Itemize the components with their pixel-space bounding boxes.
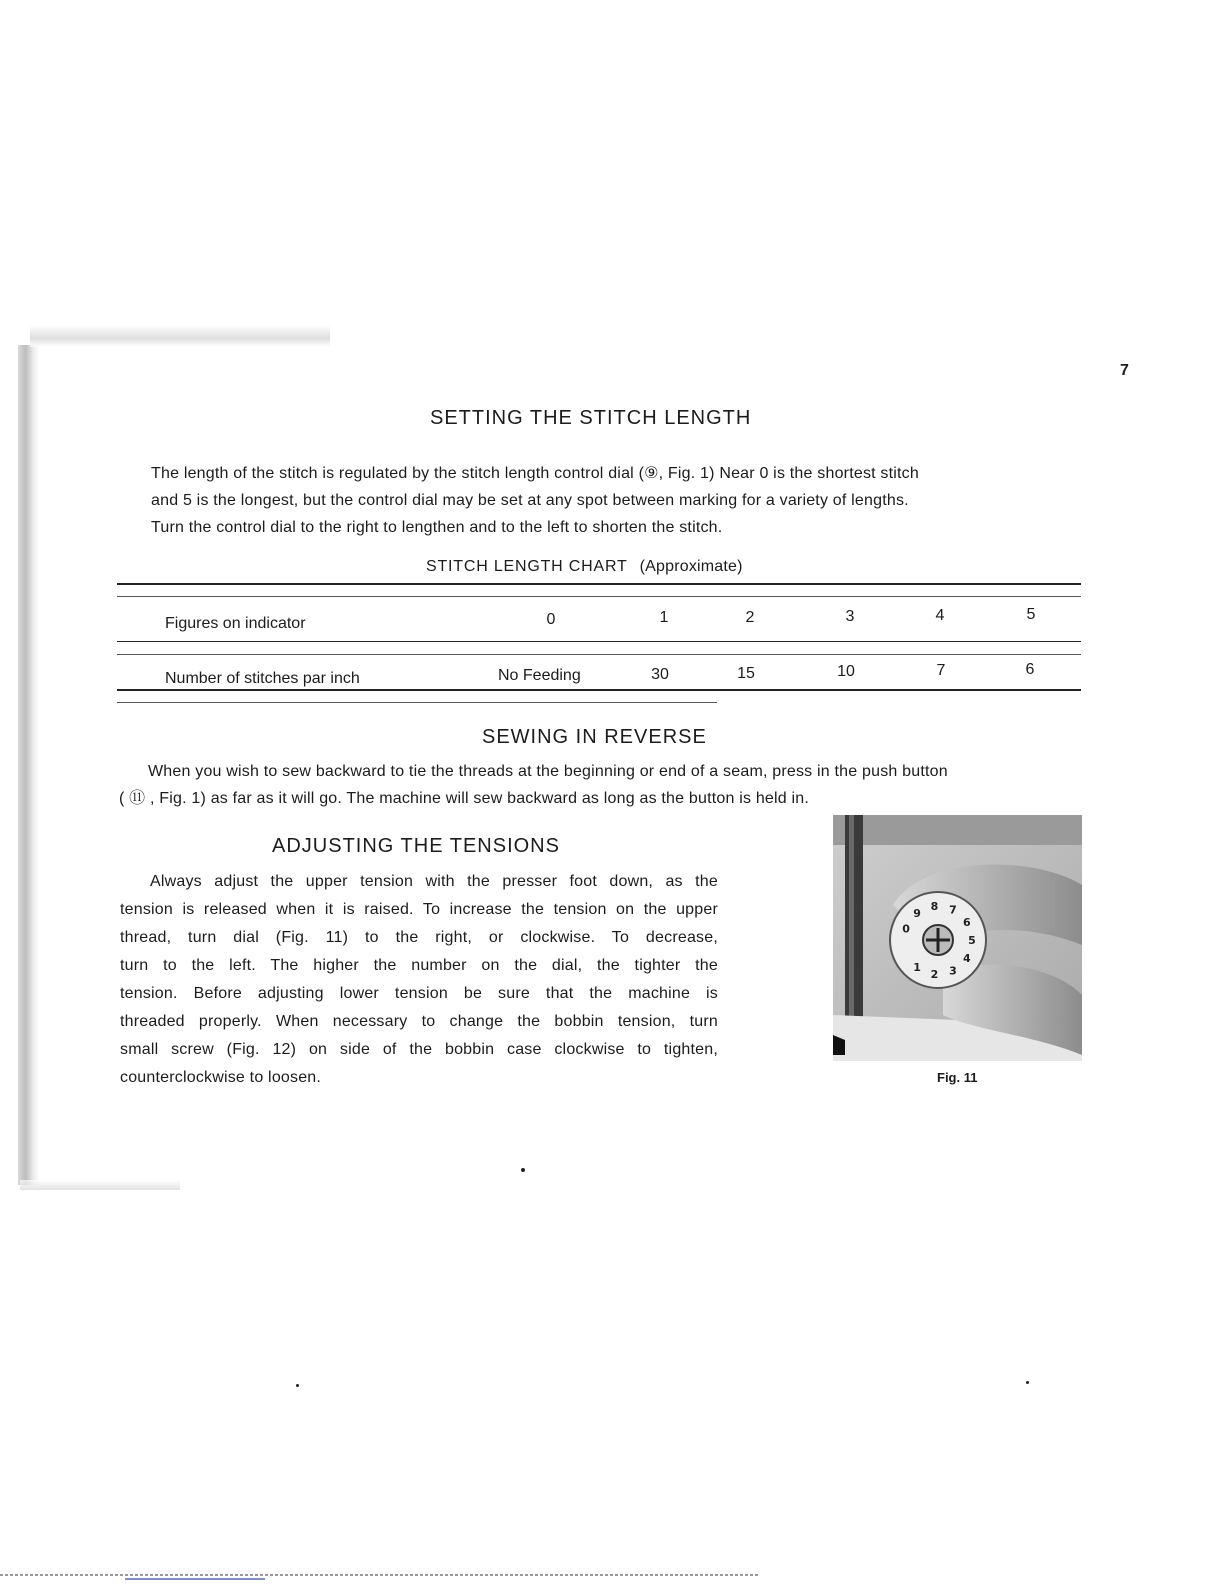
chart-top-rule-thin (117, 596, 1081, 597)
scan-shadow-left (18, 345, 40, 1185)
chart-row2-value: 30 (651, 666, 669, 683)
figure-caption: Fig. 11 (937, 1070, 978, 1085)
chart-row1-value: 2 (745, 609, 755, 626)
chart-top-rule (117, 583, 1081, 585)
dial-number: 8 (930, 900, 939, 914)
dial-number: 9 (913, 907, 921, 921)
dial-number: 6 (962, 916, 971, 929)
tensions-paragraph (120, 868, 718, 1092)
scan-speck (521, 1168, 525, 1172)
paragraph-line: Turn the control dial to the right to lengthen and to the left to shorten the stitch. (151, 519, 723, 536)
tension-dial-illustration (833, 815, 1082, 1061)
chart-row2-value: No Feeding (498, 667, 581, 684)
chart-bottom-rule (117, 689, 1081, 691)
paragraph-line: turn to the left. The higher the number on the dial, the tighter the (120, 957, 718, 974)
chart-mid-rule (117, 641, 1081, 642)
paragraph-line: thread, turn dial (Fig. 11) to the right, or clockwise. To decrease, (120, 929, 718, 946)
stitch-length-paragraph (151, 460, 1076, 541)
paragraph-line: tension. Before adjusting lower tension be sure that the machine is (120, 985, 718, 1002)
chart-title (426, 558, 743, 576)
paragraph-line: The length of the stitch is regulated by the stitch length control dial (⑨, Fig. 1) Near 0 is the shortest stitch (151, 465, 919, 482)
chart-title-text: STITCH LENGTH CHART (426, 558, 628, 575)
chart-row1-value: 5 (1026, 606, 1036, 623)
dial-number: 0 (902, 922, 910, 936)
reverse-paragraph (119, 758, 1084, 812)
paragraph-line: small screw (Fig. 12) on side of the bobbin case clockwise to tighten, (120, 1041, 718, 1058)
chart-row2-label: Number of stitches par inch (165, 670, 360, 687)
dial-number: 2 (930, 967, 939, 981)
dial-number: 3 (949, 964, 957, 978)
scan-footer-rule (0, 1574, 760, 1576)
chart-row2-value: 6 (1025, 661, 1035, 678)
chart-row1-value: 1 (659, 609, 669, 626)
chart-bottom-rule-thin (117, 702, 717, 703)
figure-tension-dial-photo (833, 815, 1082, 1061)
chart-row2-value: 10 (837, 663, 855, 680)
dial-number: 7 (949, 903, 957, 917)
dial-number: 1 (913, 960, 921, 974)
paragraph-line: When you wish to sew backward to tie the threads at the beginning or end of a seam, press in the push button (148, 763, 948, 780)
scan-shadow-top (30, 325, 330, 347)
chart-subtitle: (Approximate) (639, 558, 743, 575)
heading-adjusting-tensions: ADJUSTING THE TENSIONS (272, 835, 560, 857)
paragraph-line: ( ⑪ , Fig. 1) as far as it will go. The machine will sew backward as long as the button is held in. (119, 790, 810, 807)
chart-row1-label: Figures on indicator (165, 615, 306, 632)
scan-footer-mark (125, 1578, 265, 1580)
dial-number: 4 (962, 952, 971, 965)
chart-row1-value: 3 (845, 608, 855, 625)
chart-row1-value: 0 (546, 611, 556, 628)
page-number: 7 (1120, 362, 1129, 379)
paragraph-line: tension is released when it is raised. To increase the tension on the upper (120, 901, 718, 918)
paragraph-line: threaded properly. When necessary to change the bobbin tension, turn (120, 1013, 718, 1030)
scan-speck (296, 1384, 299, 1387)
scan-shadow-bottom (20, 1180, 180, 1190)
chart-row2-value: 7 (936, 662, 946, 679)
chart-row1-value: 4 (935, 607, 945, 624)
scan-speck (1026, 1381, 1029, 1384)
chart-row2-value: 15 (737, 665, 755, 682)
paragraph-line: counterclockwise to loosen. (120, 1069, 322, 1086)
heading-stitch-length: SETTING THE STITCH LENGTH (430, 407, 752, 429)
dial-number: 5 (968, 934, 976, 947)
chart-mid-rule-thin (117, 654, 1081, 655)
paragraph-line: and 5 is the longest, but the control dial may be set at any spot between marking for a variety of lengths. (151, 492, 909, 509)
heading-sewing-reverse: SEWING IN REVERSE (482, 726, 707, 748)
paragraph-line: Always adjust the upper tension with the presser foot down, as the (150, 873, 718, 890)
